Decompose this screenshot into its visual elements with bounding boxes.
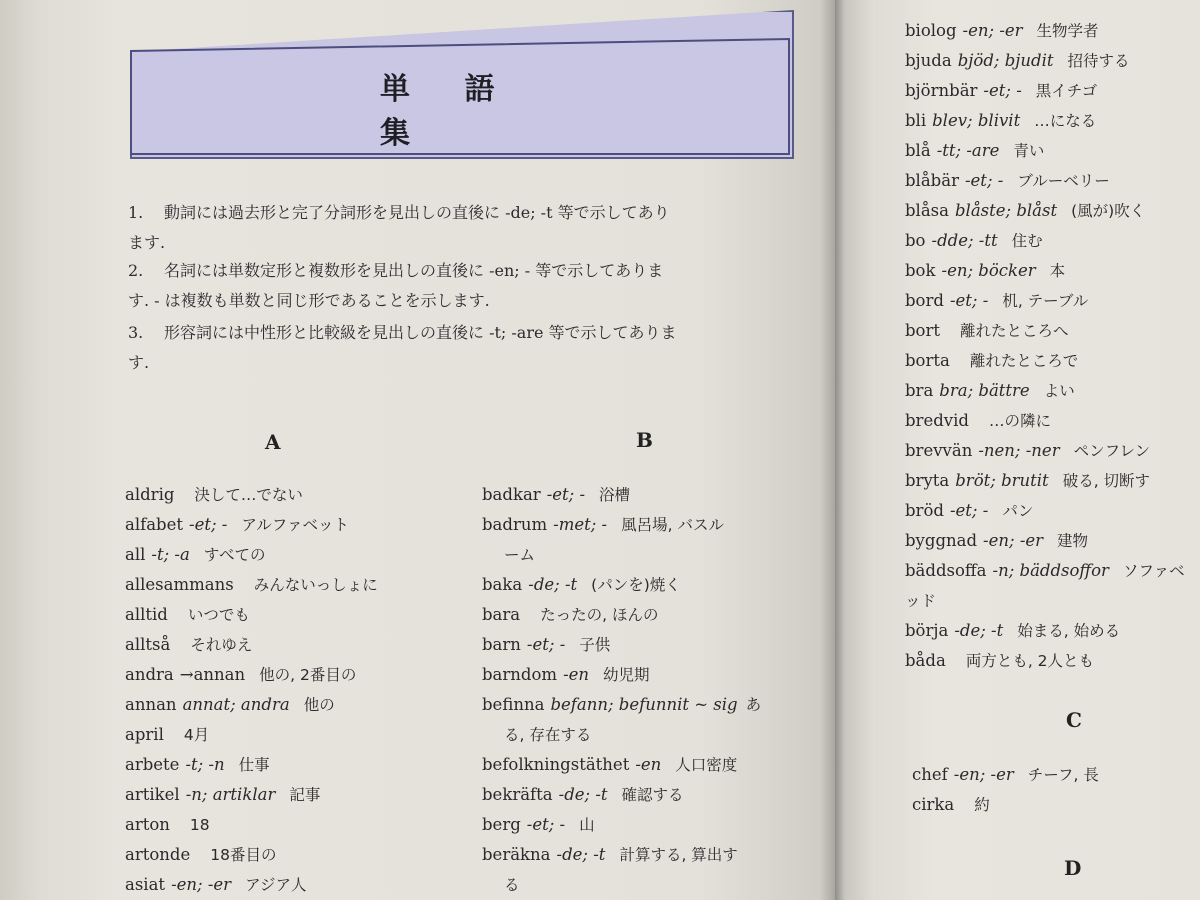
inflection: -en; -er [983, 531, 1044, 550]
meaning: 人口密度 [675, 756, 738, 774]
inflection: -tt; -are [936, 141, 1000, 160]
meaning: 記事 [289, 786, 321, 804]
word-entry [125, 480, 465, 510]
headword: baka [482, 575, 523, 594]
word-entry [905, 256, 1195, 286]
inflection: -et; - [964, 171, 1004, 190]
headword: allesammans [125, 575, 234, 594]
meaning: チーフ, 長 [1027, 766, 1099, 784]
inflection: -t; -a [151, 545, 190, 564]
meaning: それゆえ [190, 636, 253, 654]
headword: byggnad [905, 531, 978, 550]
inflection: -en; böcker [941, 261, 1036, 280]
inflection: befann; befunnit ~ sig [550, 695, 738, 714]
note-text-cont: ます. [128, 233, 166, 252]
meaning-continued: る [504, 876, 520, 894]
note-text: 動詞には過去形と完了分詞形を見出しの直後に -de; -t 等で示してあり [164, 203, 670, 222]
word-entry [905, 286, 1195, 316]
inflection: -dde; -tt [931, 231, 998, 250]
note-text: 形容詞には中性形と比較級を見出しの直後に -t; -are 等で示してありま [164, 323, 677, 342]
meaning: ソファベ [1122, 562, 1185, 580]
inflection: -de; -t [528, 575, 578, 594]
section-heading-d: D [1064, 856, 1082, 880]
inflection: -de; -t [558, 785, 608, 804]
meaning: アルファベット [241, 516, 349, 534]
word-entry [125, 870, 465, 900]
word-entry [905, 76, 1195, 106]
meaning: 18 [189, 816, 210, 834]
headword: chef [912, 765, 948, 784]
headword: bli [905, 111, 927, 130]
word-entry [125, 510, 465, 540]
meaning-continued: ーム [504, 546, 536, 564]
meaning: 本 [1049, 262, 1066, 280]
meaning: 離れたところで [969, 352, 1079, 370]
inflection: →annan [179, 665, 246, 684]
word-entry [125, 600, 465, 630]
inflection: -t; -n [185, 755, 225, 774]
meaning: 約 [974, 796, 990, 814]
meaning: パン [1002, 502, 1034, 520]
headword: cirka [912, 795, 955, 814]
meaning: 山 [579, 816, 595, 834]
meaning: 建物 [1057, 532, 1089, 550]
word-entry [482, 630, 812, 660]
note-1 [128, 196, 808, 260]
word-entry [482, 840, 812, 900]
headword: barndom [482, 665, 558, 684]
headword: befolkningstäthet [482, 755, 630, 774]
word-entry [482, 750, 812, 780]
headword: befinna [482, 695, 545, 714]
headword: berg [482, 815, 521, 834]
meaning-continued: ッド [905, 592, 937, 610]
headword: aldrig [125, 485, 175, 504]
inflection: annat; andra [182, 695, 290, 714]
headword: badkar [482, 485, 541, 504]
meaning: 生物学者 [1036, 22, 1099, 40]
page-title: 単 語 集 [380, 72, 517, 151]
word-entry [905, 46, 1195, 76]
meaning-continued: る, 存在する [504, 726, 592, 744]
inflection: -de; -t [556, 845, 606, 864]
headword: bröd [905, 501, 944, 520]
meaning: よい [1043, 382, 1075, 400]
meaning: あ [745, 696, 762, 714]
section-heading-a: A [265, 430, 281, 454]
meaning: アジア人 [245, 876, 307, 894]
meaning: 仕事 [238, 756, 270, 774]
meaning: 他の, 2番目の [259, 666, 357, 684]
meaning: いつでも [187, 606, 250, 624]
word-entry [905, 526, 1195, 556]
word-entry [125, 690, 465, 720]
meaning: 始まる, 始める [1017, 622, 1121, 640]
meaning: 机, テーブル [1002, 292, 1089, 310]
inflection: -en; -er [962, 21, 1023, 40]
meaning: 黒イチゴ [1035, 82, 1098, 100]
note-text-cont: す. - は複数も単数と同じ形であることを示します. [128, 291, 490, 310]
section-heading-b: B [636, 428, 653, 452]
word-entry [125, 810, 465, 840]
word-entry [905, 646, 1195, 676]
meaning: (風が)吹く [1071, 202, 1146, 220]
meaning: ペンフレン [1073, 442, 1151, 460]
word-entry [125, 570, 465, 600]
meaning: 破る, 切断す [1062, 472, 1151, 490]
meaning: 子供 [579, 636, 611, 654]
meaning: 他の [303, 696, 335, 714]
word-entry [482, 690, 812, 750]
meaning: 住む [1011, 232, 1043, 250]
inflection: -en; -er [171, 875, 232, 894]
headword: beräkna [482, 845, 551, 864]
headword: alltid [125, 605, 168, 624]
meaning: 青い [1013, 142, 1045, 160]
meaning: 4月 [183, 726, 210, 744]
inflection: -en [635, 755, 662, 774]
headword: bredvid [905, 411, 969, 430]
headword: barn [482, 635, 521, 654]
word-entry [482, 780, 812, 810]
word-entry [482, 570, 812, 600]
word-entry [905, 556, 1195, 616]
headword: all [125, 545, 146, 564]
headword: biolog [905, 21, 957, 40]
meaning: (パンを)焼く [591, 576, 681, 594]
word-entry [482, 660, 812, 690]
note-number: 3. [128, 323, 144, 342]
meaning: 招待する [1067, 52, 1130, 70]
word-list-b [482, 480, 812, 900]
word-entry [905, 496, 1195, 526]
inflection: -et; - [546, 485, 586, 504]
meaning: 計算する, 算出す [619, 846, 738, 864]
headword: asiat [125, 875, 166, 894]
word-entry [912, 760, 1197, 790]
inflection: -nen; -ner [978, 441, 1060, 460]
word-entry [125, 750, 465, 780]
word-entry [905, 436, 1195, 466]
inflection: blev; blivit [932, 111, 1021, 130]
inflection: -en [563, 665, 590, 684]
headword: bryta [905, 471, 950, 490]
word-entry [905, 166, 1195, 196]
headword: bra [905, 381, 934, 400]
word-entry [125, 660, 465, 690]
inflection: bra; bättre [939, 381, 1030, 400]
headword: arton [125, 815, 170, 834]
headword: brevvän [905, 441, 973, 460]
word-entry [125, 540, 465, 570]
word-list-c [912, 760, 1197, 820]
word-entry [912, 790, 1197, 820]
word-entry [905, 346, 1195, 376]
word-entry [905, 316, 1195, 346]
headword: bara [482, 605, 521, 624]
inflection: bröt; brutit [955, 471, 1049, 490]
meaning: 決して…でない [194, 486, 303, 504]
word-entry [905, 616, 1195, 646]
headword: bok [905, 261, 936, 280]
inflection: blåste; blåst [954, 201, 1058, 220]
meaning: 風呂場, バスル [621, 516, 724, 534]
note-text-cont: す. [128, 353, 150, 372]
word-entry [482, 510, 812, 570]
book-gutter [835, 0, 875, 900]
word-entry [905, 466, 1195, 496]
headword: blåsa [905, 201, 949, 220]
word-entry [905, 106, 1195, 136]
meaning: 浴槽 [599, 486, 631, 504]
headword: bjuda [905, 51, 952, 70]
headword: artonde [125, 845, 191, 864]
note-3 [128, 316, 808, 380]
word-entry [905, 226, 1195, 256]
headword: blåbär [905, 171, 959, 190]
meaning: 確認する [621, 786, 684, 804]
meaning: 18番目の [210, 846, 277, 864]
headword: borta [905, 351, 950, 370]
headword: börja [905, 621, 949, 640]
word-entry [905, 16, 1195, 46]
section-heading-c: C [1066, 708, 1082, 732]
headword: bo [905, 231, 926, 250]
word-entry [905, 376, 1195, 406]
word-entry [905, 136, 1195, 166]
word-entry [125, 840, 465, 870]
meaning: たったの, ほんの [540, 606, 659, 624]
meaning: …の隣に [988, 412, 1051, 430]
meaning: ブルーベリー [1017, 172, 1110, 190]
word-entry [482, 600, 812, 630]
inflection: -de; -t [954, 621, 1004, 640]
word-entry [482, 480, 812, 510]
word-entry [905, 196, 1195, 226]
word-entry [905, 406, 1195, 436]
word-entry [482, 810, 812, 840]
inflection: -n; artiklar [185, 785, 276, 804]
inflection: -n; bäddsoffor [992, 561, 1109, 580]
word-entry [125, 780, 465, 810]
note-number: 1. [128, 203, 144, 222]
headword: björnbär [905, 81, 978, 100]
word-list-right [905, 16, 1195, 676]
inflection: -et; - [983, 81, 1022, 100]
headword: bekräfta [482, 785, 553, 804]
headword: annan [125, 695, 177, 714]
meaning: 幼児期 [603, 666, 650, 684]
inflection: -et; - [526, 815, 566, 834]
word-entry [125, 720, 465, 750]
inflection: bjöd; bjudit [957, 51, 1054, 70]
note-2 [128, 254, 808, 318]
inflection: -et; - [526, 635, 566, 654]
headword: badrum [482, 515, 548, 534]
meaning: 両方とも, 2人とも [965, 652, 1095, 670]
inflection: -en; -er [953, 765, 1014, 784]
headword: artikel [125, 785, 180, 804]
headword: april [125, 725, 164, 744]
note-number: 2. [128, 261, 144, 280]
word-list-a [125, 480, 465, 900]
headword: bort [905, 321, 941, 340]
headword: båda [905, 651, 946, 670]
headword: andra [125, 665, 174, 684]
inflection: -et; - [189, 515, 228, 534]
meaning: みんないっしょに [253, 576, 378, 594]
inflection: -met; - [553, 515, 608, 534]
headword: bord [905, 291, 944, 310]
headword: arbete [125, 755, 180, 774]
note-text: 名詞には単数定形と複数形を見出しの直後に -en; - 等で示してありま [164, 261, 664, 280]
headword: alfabet [125, 515, 184, 534]
meaning: …になる [1034, 112, 1097, 130]
headword: blå [905, 141, 931, 160]
meaning: 離れたところへ [960, 322, 1069, 340]
inflection: -et; - [949, 291, 989, 310]
headword: alltså [125, 635, 171, 654]
word-entry [125, 630, 465, 660]
inflection: -et; - [949, 501, 989, 520]
meaning: すべての [203, 546, 266, 564]
headword: bäddsoffa [905, 561, 987, 580]
